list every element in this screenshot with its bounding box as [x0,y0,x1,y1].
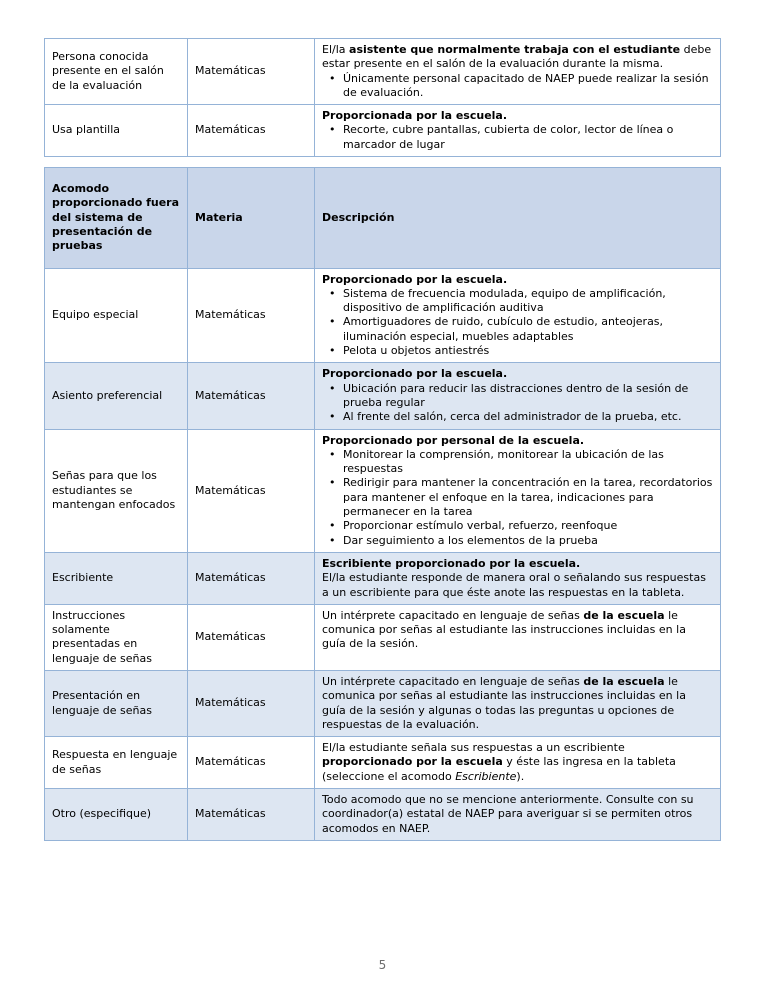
subject-cell: Matemáticas [188,552,315,604]
subject-cell: Matemáticas [188,670,315,736]
text-segment: le comunica por señas al estudiante las instrucciones incluidas en la guía de la sesión. [322,608,686,651]
description-paragraph [322,109,713,123]
description-cell [315,737,721,789]
subject-cell: Matemáticas [188,789,315,841]
text-segment: Proporcionado por personal de la escuela. [322,433,585,447]
bullet-item [322,315,713,344]
table-header-row [45,168,721,268]
description-paragraph [322,557,713,571]
text-segment: y éste las ingresa en la tableta (seleccione el acomodo [322,755,676,783]
description-cell [315,789,721,841]
bullet-item [322,519,713,533]
accommodation-name-cell: Usa plantilla [45,105,188,157]
description-cell [315,39,721,105]
text-segment: Proporcionada por la escuela. [322,109,508,123]
text-segment: Un intérprete capacitado en lenguaje de señas [322,608,584,622]
description-paragraph [322,571,713,600]
bullet-item [322,534,713,548]
description-cell [315,552,721,604]
bullet-item [322,382,713,411]
bullet-item [322,410,713,424]
text-segment: de la escuela [583,608,665,622]
text-segment: El/la [322,43,350,56]
text-segment: Únicamente personal capacitado de NAEP puede realizar la sesión de evaluación. [343,71,709,99]
column-header-acomodo: Acomodo proporcionado fuera del sistema de presentación de pruebas [45,168,188,268]
subject-cell: Matemáticas [188,429,315,552]
text-segment: Proporcionado por la escuela. [322,272,508,286]
text-segment: Ubicación para reducir las distracciones dentro de la sesión de prueba regular [343,381,689,409]
table-row [45,737,721,789]
text-segment: Todo acomodo que no se mencione anteriormente. Consulte con su coordinador(a) estatal de NAEP para averiguar si se permiten otros acomodos en NAEP. [322,793,694,835]
accommodation-name-cell: Otro (especifique) [45,789,188,841]
subject-cell: Matemáticas [188,363,315,429]
table-row [45,789,721,841]
text-segment: Escribiente proporcionado por la escuela. [322,556,581,570]
page-content [44,38,720,841]
table-row [45,39,721,105]
accommodation-name-cell: Persona conocida presente en el salón de la evaluación [45,39,188,105]
accommodation-name-cell: Asiento preferencial [45,363,188,429]
text-segment: de la escuela [583,674,665,688]
subject-cell: Matemáticas [188,737,315,789]
accommodation-name-cell: Respuesta en lenguaje de señas [45,737,188,789]
description-paragraph [322,609,713,652]
subject-cell: Matemáticas [188,39,315,105]
subject-cell: Matemáticas [188,268,315,363]
subject-cell: Matemáticas [188,105,315,157]
text-segment: proporcionado por la escuela [322,755,503,769]
description-cell [315,670,721,736]
table-row [45,552,721,604]
description-cell [315,268,721,363]
bullet-item [322,476,713,519]
table-row [45,363,721,429]
page-number: 5 [378,958,387,972]
description-cell [315,429,721,552]
column-header-descripcion: Descripción [315,168,721,268]
text-segment: Recorte, cubre pantallas, cubierta de color, lector de línea o marcador de lugar [343,123,674,151]
table-body [45,168,721,841]
description-cell [315,604,721,670]
bullet-item [322,72,713,101]
accommodations-table-main [44,167,721,841]
text-segment: Proporcionado por la escuela. [322,367,508,381]
text-segment: Sistema de frecuencia modulada, equipo de amplificación, dispositivo de amplificación auditiva [343,286,666,315]
accommodation-name-cell: Escribiente [45,552,188,604]
table-row [45,429,721,552]
text-segment: Dar seguimiento a los elementos de la prueba [343,533,598,547]
table-row [45,670,721,736]
text-segment: El/la estudiante señala sus respuestas a un escribiente [322,741,625,755]
accommodation-name-cell: Señas para que los estudiantes se mantengan enfocados [45,429,188,552]
accommodation-name-cell: Equipo especial [45,268,188,363]
text-segment: Proporcionar estímulo verbal, refuerzo, reenfoque [343,519,618,533]
accommodation-name-cell: Presentación en lenguaje de señas [45,670,188,736]
table-body [45,39,721,157]
description-paragraph [322,367,713,381]
table-row [45,268,721,363]
text-segment: debe estar presente en el salón de la evaluación durante la misma. [322,43,712,71]
bullet-item [322,448,713,477]
description-paragraph [322,434,713,448]
text-segment: Pelota u objetos antiestrés [343,344,490,358]
description-cell [315,105,721,157]
accommodation-name-cell: Instrucciones solamente presentadas en lenguaje de señas [45,604,188,670]
description-paragraph [322,793,713,836]
bullet-item [322,287,713,316]
description-paragraph [322,43,713,72]
table-row [45,105,721,157]
description-paragraph [322,273,713,287]
text-segment: Amortiguadores de ruido, cubículo de estudio, anteojeras, iluminación especial, muebles adaptables [343,315,664,343]
table-row [45,604,721,670]
text-segment: le comunica por señas al estudiante las instrucciones incluidas en la guía de la sesión y algunas o todas las preguntas u opciones de respuestas de la evaluación. [322,674,686,731]
description-cell [315,363,721,429]
text-segment: Redirigir para mantener la concentración en la tarea, recordatorios para mantener el enfoque en la tarea, indicaciones para permanecer en la tarea [343,476,713,519]
text-segment: Al frente del salón, cerca del administrador de la prueba, etc. [343,410,682,424]
column-header-materia: Materia [188,168,315,268]
text-segment: Monitorear la comprensión, monitorear la ubicación de las respuestas [343,447,664,476]
accommodations-table-continued [44,38,721,157]
text-segment: asistente que normalmente trabaja con el estudiante [349,43,681,56]
subject-cell: Matemáticas [188,604,315,670]
text-segment: Escribiente [455,769,517,783]
text-segment: Un intérprete capacitado en lenguaje de señas [322,674,584,688]
bullet-item [322,123,713,152]
description-paragraph [322,741,713,784]
description-paragraph [322,675,713,732]
text-segment: ). [516,769,525,783]
text-segment: El/la estudiante responde de manera oral o señalando sus respuestas a un escribiente para que éste anote las respuestas en la tableta. [322,571,706,599]
bullet-item [322,344,713,358]
